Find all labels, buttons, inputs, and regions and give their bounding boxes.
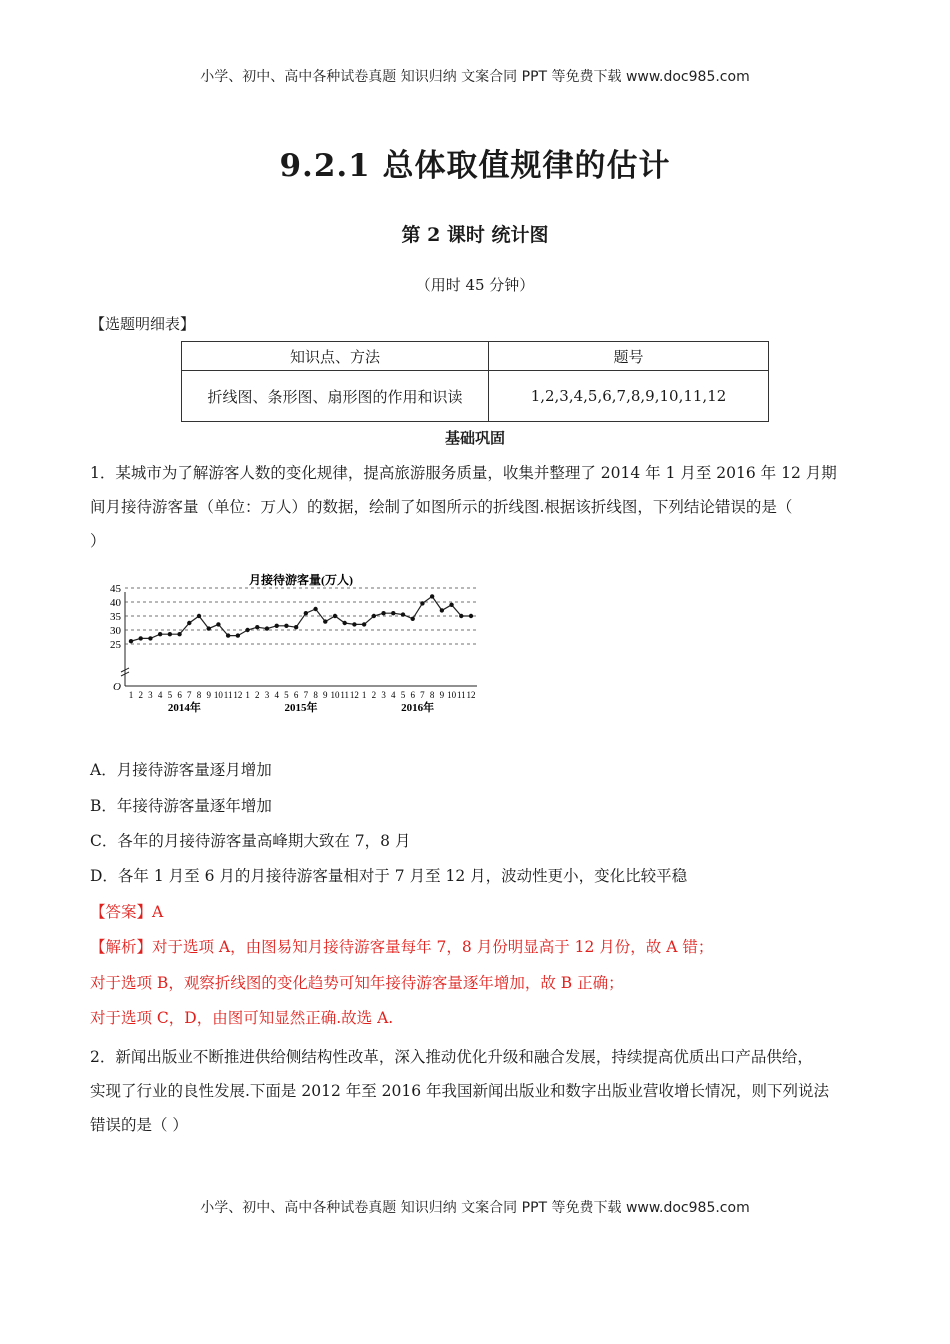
data-point <box>343 621 347 625</box>
data-point <box>323 619 327 623</box>
x-tick-label: 1 <box>361 690 367 700</box>
x-tick-label: 3 <box>148 690 153 700</box>
data-point <box>352 622 356 626</box>
data-point <box>391 611 395 615</box>
lesson-subtitle: 第 2 课时 统计图 <box>401 224 549 246</box>
table-header-topic: 知识点、方法 <box>182 342 489 371</box>
x-tick-label: 4 <box>157 690 163 700</box>
option-c: C．各年的月接待游客量高峰期大致在 7，8 月 <box>90 832 411 850</box>
question-2-line: 实现了行业的良性发展.下面是 2012 年至 2016 年我国新闻出版业和数字出版业营收增长情况，则下列说法 <box>90 1082 830 1100</box>
x-tick-label: 11 <box>456 690 466 700</box>
data-point <box>411 617 415 621</box>
data-point <box>294 625 298 629</box>
question-2-line: 错误的是（ ） <box>90 1116 188 1134</box>
x-tick-label: 7 <box>187 690 192 700</box>
analysis-line: 【解析】对于选项 A，由图易知月接待游客量每年 7，8 月份明显高于 12 月份，故 A 错； <box>90 938 714 956</box>
section-heading: 基础巩固 <box>444 429 505 447</box>
year-label: 2015年 <box>284 702 318 714</box>
data-point <box>255 625 259 629</box>
x-tick-label: 11 <box>340 690 350 700</box>
answer: 【答案】A <box>90 903 164 921</box>
option-b: B．年接待游客量逐年增加 <box>90 797 272 815</box>
origin-label: O <box>113 681 121 693</box>
question-1-line: ） <box>90 532 106 550</box>
x-tick-label: 12 <box>466 690 476 700</box>
x-tick-label: 10 <box>213 690 223 700</box>
x-tick-label: 3 <box>381 690 386 700</box>
x-tick-label: 5 <box>167 690 173 700</box>
y-tick-label: 25 <box>110 639 121 651</box>
data-point <box>245 628 249 632</box>
data-point <box>148 636 152 640</box>
x-tick-label: 10 <box>330 690 340 700</box>
question-2-line: 2．新闻出版业不断推进供给侧结构性改革，深入推动优化升级和融合发展，持续提高优质出口产品供给， <box>90 1048 813 1066</box>
data-point <box>420 601 424 605</box>
page-footer: 小学、初中、高中各种试卷真题 知识归纳 文案合同 PPT 等免费下载 www.doc985.com <box>200 1200 750 1216</box>
x-tick-label: 1 <box>128 690 134 700</box>
y-tick-label: 45 <box>110 583 121 595</box>
question-1-stem <box>90 456 860 558</box>
data-point <box>177 632 181 636</box>
x-tick-label: 10 <box>447 690 457 700</box>
data-point <box>440 608 444 612</box>
duration-note: （用时 45 分钟） <box>415 276 535 294</box>
data-point <box>381 611 385 615</box>
detail-table-label: 【选题明细表】 <box>90 315 196 333</box>
data-point <box>265 626 269 630</box>
data-point <box>236 633 240 637</box>
data-point <box>197 614 201 618</box>
data-point <box>430 594 434 598</box>
x-tick-label: 5 <box>400 690 406 700</box>
x-tick-label: 9 <box>323 690 328 700</box>
year-label: 2014年 <box>167 702 201 714</box>
x-tick-label: 6 <box>293 690 299 700</box>
x-tick-label: 7 <box>420 690 425 700</box>
chart-title: 月接待游客量(万人) <box>249 573 353 587</box>
question-2-stem <box>90 1040 860 1142</box>
x-tick-label: 1 <box>245 690 250 700</box>
visitor-line-chart <box>105 568 490 718</box>
data-point <box>401 612 405 616</box>
x-tick-label: 6 <box>410 690 415 700</box>
data-point <box>469 614 473 618</box>
x-tick-label: 9 <box>439 690 445 700</box>
x-tick-label: 2 <box>138 690 143 700</box>
data-point <box>304 611 308 615</box>
data-point <box>226 633 230 637</box>
question-1-line: 间月接待游客量（单位：万人）的数据，绘制了如图所示的折线图.根据该折线图，下列结论错误的是（ <box>90 498 793 516</box>
x-tick-label: 6 <box>177 690 182 700</box>
table-header-numbers: 题号 <box>489 342 769 371</box>
x-tick-label: 2 <box>371 690 377 700</box>
data-point <box>139 636 143 640</box>
x-tick-label: 8 <box>196 690 202 700</box>
data-point <box>275 624 279 628</box>
x-tick-label: 8 <box>429 690 435 700</box>
y-tick-label: 35 <box>110 611 121 623</box>
data-point <box>168 632 172 636</box>
analysis-line: 对于选项 C，D，由图可知显然正确.故选 A. <box>90 1009 394 1027</box>
page-header: 小学、初中、高中各种试卷真题 知识归纳 文案合同 PPT 等免费下载 www.doc985.com <box>200 69 750 85</box>
data-point <box>459 614 463 618</box>
option-a: A．月接待游客量逐月增加 <box>90 761 272 779</box>
data-point <box>207 626 211 630</box>
x-tick-label: 7 <box>303 690 309 700</box>
data-point <box>216 622 220 626</box>
page-title: 9.2.1 总体取值规律的估计 <box>279 148 671 184</box>
x-tick-label: 11 <box>223 690 233 700</box>
question-detail-table <box>181 341 769 422</box>
x-tick-label: 4 <box>391 690 396 700</box>
analysis-line: 对于选项 B，观察折线图的变化趋势可知年接待游客量逐年增加，故 B 正确； <box>90 974 624 992</box>
x-tick-label: 5 <box>284 690 289 700</box>
y-tick-label: 40 <box>110 597 121 609</box>
x-tick-label: 12 <box>349 690 359 700</box>
x-tick-label: 12 <box>233 690 243 700</box>
data-point <box>362 622 366 626</box>
data-point <box>187 621 191 625</box>
year-label: 2016年 <box>401 702 435 714</box>
x-tick-label: 8 <box>313 690 318 700</box>
series-line <box>131 596 471 641</box>
x-tick-label: 4 <box>274 690 279 700</box>
x-tick-label: 2 <box>255 690 260 700</box>
data-point <box>158 632 162 636</box>
table-cell-numbers: 1,2,3,4,5,6,7,8,9,10,11,12 <box>489 371 769 422</box>
x-tick-label: 3 <box>264 690 270 700</box>
data-point <box>372 614 376 618</box>
data-point <box>333 614 337 618</box>
y-tick-label: 30 <box>110 625 121 637</box>
question-1-line: 1．某城市为了解游客人数的变化规律，提高旅游服务质量，收集并整理了 2014 年 1 月至 2016 年 12 月期 <box>90 464 837 482</box>
data-point <box>129 639 133 643</box>
option-d: D．各年 1 月至 6 月的月接待游客量相对于 7 月至 12 月，波动性更小，变化比较平稳 <box>90 867 688 885</box>
table-cell-topic: 折线图、条形图、扇形图的作用和识读 <box>182 371 489 422</box>
data-point <box>313 607 317 611</box>
data-point <box>449 603 453 607</box>
data-point <box>284 624 288 628</box>
x-tick-label: 9 <box>206 690 211 700</box>
